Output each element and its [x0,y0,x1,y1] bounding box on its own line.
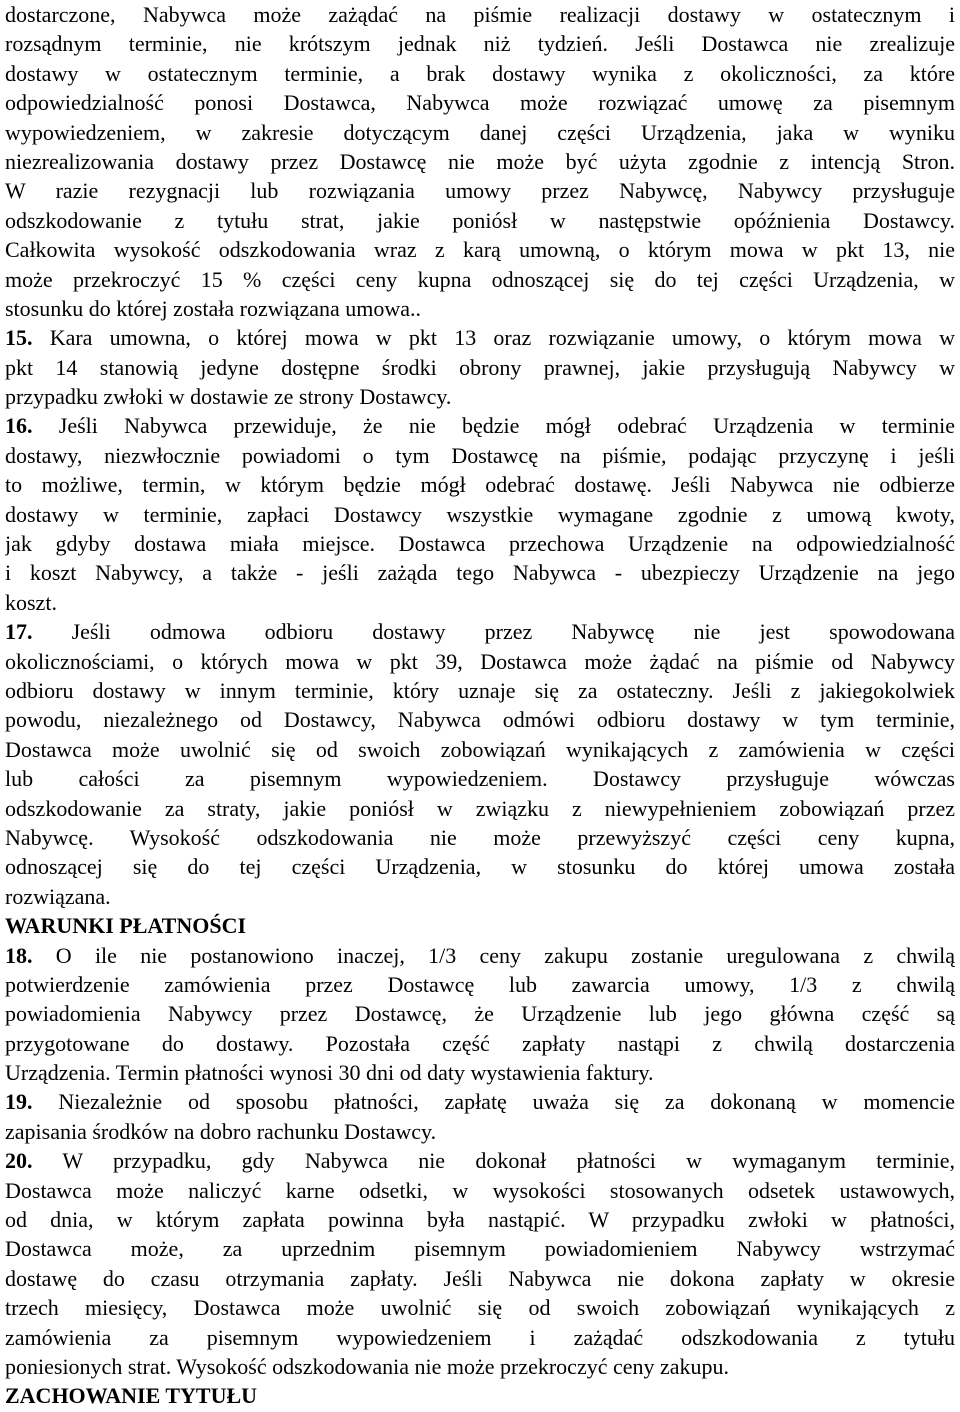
line-text: Jeśli Nabywca przewiduje, że nie będzie mógł odebrać Urządzenia w terminie [58,413,955,439]
line-text: odpowiedzialność ponosi Dostawca, Nabywca może rozwiązać umowę za pisemnym [5,90,955,116]
paragraph-number: 15. [5,325,33,351]
text-line [5,882,955,911]
line-text: Niezależnie od sposobu płatności, zapłatę uważa się za dokonaną w momencie [58,1089,955,1115]
line-text: dostawy, niezwłocznie powiadomi o tym Dostawcę na piśmie, podając przyczynę i jeśli [5,442,955,468]
numbered-paragraph [5,941,955,1088]
text-line [5,118,955,147]
line-text: zapisania środków na dobro rachunku Dostawcy. [5,1118,437,1144]
text-line [5,441,955,470]
numbered-paragraph [5,323,955,411]
text-line [5,206,955,235]
numbered-paragraph [5,617,955,911]
text-line [5,294,955,323]
numbered-paragraph [5,411,955,617]
text-line [5,705,955,734]
text-line [5,88,955,117]
document-page [5,0,955,1411]
text-line [5,147,955,176]
line-text: powodu, niezależnego od Dostawcy, Nabywca odmówi odbioru dostawy w tym terminie, [5,707,955,733]
line-text: Dostawca może, za uprzednim pisemnym powiadomieniem Nabywcy wstrzymać [5,1236,955,1262]
line-text: rozsądnym terminie, nie krótszym jednak niż tydzień. Jeśli Dostawca nie zrealizuje [5,31,955,57]
text-line [5,1352,955,1381]
line-text: Nabywcę. Wysokość odszkodowania nie może przewyższyć części ceny kupna, [5,824,955,850]
line-text: potwierdzenie zamówienia przez Dostawcę lub zawarcia umowy, 1/3 z chwilą [5,971,955,997]
text-line [5,1323,955,1352]
line-text: wypowiedzeniem, w zakresie dotyczącym danej części Urządzenia, jaka w wyniku [5,119,955,145]
continued-paragraph [5,0,955,323]
text-line [5,941,955,970]
line-text: Urządzenia. Termin płatności wynosi 30 dni od daty wystawienia faktury. [5,1060,654,1086]
line-text: to możliwe, termin, w którym będzie mógł odebrać dostawę. Jeśli Nabywca nie odbierze [5,472,955,498]
line-text: i koszt Nabywcy, a także - jeśli zażąda tego Nabywca - ubezpieczy Urządzenie na jego [5,560,955,586]
paragraph-number: 18. [5,942,33,968]
text-line [5,1234,955,1263]
paragraph-number: 17. [5,619,33,645]
text-line [5,558,955,587]
line-text: Dostawca może naliczyć karne odsetki, w wysokości stosowanych odsetek ustawowych, [5,1177,955,1203]
text-line [5,735,955,764]
line-text: niezrealizowania dostawy przez Dostawcę nie może być użyta zgodnie z intencją Stron. [5,148,955,174]
section-heading: ZACHOWANIE TYTUŁU [5,1383,258,1409]
line-text: Dostawca może uwolnić się od swoich zobowiązań wynikających z zamówienia w części [5,736,955,762]
text-line [5,588,955,617]
text-line [5,1264,955,1293]
text-line [5,0,955,29]
line-text: W przypadku, gdy Nabywca nie dokonał płatności w wymaganym terminie, [62,1148,955,1174]
text-line [5,1087,955,1116]
line-text: okolicznościami, o których mowa w pkt 39, Dostawca może żądać na piśmie od Nabywcy [5,648,955,674]
text-line [5,529,955,558]
text-line [5,764,955,793]
numbered-paragraph [5,1146,955,1381]
text-line [5,176,955,205]
line-text: dostarczone, Nabywca może zażądać na piśmie realizacji dostawy w ostatecznym i [5,2,955,27]
line-text: dostawę do czasu otrzymania zapłaty. Jeśli Nabywca nie dokona zapłaty w okresie [5,1265,955,1291]
line-text: W razie rezygnacji lub rozwiązania umowy przez Nabywcę, Nabywcy przysługuje [5,178,955,204]
text-line [5,1029,955,1058]
text-line [5,470,955,499]
line-text: pkt 14 stanowią jedyne dostępne środki obrony prawnej, jakie przysługują Nabywcy w [5,354,955,380]
line-text: O ile nie postanowiono inaczej, 1/3 ceny zakupu zostanie uregulowana z chwilą [55,942,955,968]
text-line [5,1176,955,1205]
line-text: poniesionych strat. Wysokość odszkodowania nie może przekroczyć ceny zakupu. [5,1353,730,1379]
text-line [5,852,955,881]
section-heading: WARUNKI PŁATNOŚCI [5,913,247,939]
text-line [5,676,955,705]
text-line [5,647,955,676]
line-text: Całkowita wysokość odszkodowania wraz z karą umowną, o którym mowa w pkt 13, nie [5,237,955,263]
text-line [5,411,955,440]
text-line [5,970,955,999]
numbered-paragraph [5,1087,955,1146]
line-text: Jeśli odmowa odbioru dostawy przez Nabywcę nie jest spowodowana [71,619,955,645]
line-text: stosunku do której została rozwiązana umowa.. [5,295,422,321]
paragraph-number: 19. [5,1089,33,1115]
text-line [5,999,955,1028]
line-text: odszkodowanie za straty, jakie poniósł w związku z niewypełnieniem zobowiązań przez [5,795,955,821]
text-line [5,1205,955,1234]
text-line [5,1146,955,1175]
text-line [5,823,955,852]
line-text: odnoszącej się do tej części Urządzenia, w stosunku do której umowa została [5,854,955,880]
text-line [5,353,955,382]
line-text: zamówienia za pisemnym wypowiedzeniem i zażądać odszkodowania z tytułu [5,1324,955,1350]
line-text: przypadku zwłoki w dostawie ze strony Dostawcy. [5,384,452,410]
paragraph-number: 20. [5,1148,33,1174]
line-text: Kara umowna, o której mowa w pkt 13 oraz rozwiązanie umowy, o którym mowa w [49,325,955,351]
line-text: trzech miesięcy, Dostawca może uwolnić się od swoich zobowiązań wynikających z [5,1295,955,1321]
line-text: od dnia, w którym zapłata powinna była nastąpić. W przypadku zwłoki w płatności, [5,1207,955,1233]
text-line [5,323,955,352]
text-line [5,1293,955,1322]
line-text: może przekroczyć 15 % części ceny kupna odnoszącej się do tej części Urządzenia, w [5,266,955,292]
text-line [5,500,955,529]
line-text: przygotowane do dostawy. Pozostała część zapłaty nastąpi z chwilą dostarczenia [5,1030,955,1056]
text-line [5,29,955,58]
paragraph-number: 16. [5,413,33,439]
text-line [5,265,955,294]
line-text: lub całości za pisemnym wypowiedzeniem. Dostawcy przysługuje wówczas [5,766,955,792]
text-line [5,382,955,411]
line-text: odbioru dostawy w innym terminie, który uznaje się za ostateczny. Jeśli z jakiegokolwiek [5,677,955,703]
line-text: dostawy w ostatecznym terminie, a brak dostawy wynika z okoliczności, za które [5,60,955,86]
text-line [5,235,955,264]
text-line [5,59,955,88]
line-text: odszkodowanie z tytułu strat, jakie poniósł w następstwie opóźnienia Dostawcy. [5,207,955,233]
text-line [5,1117,955,1146]
text-line [5,794,955,823]
text-line [5,1058,955,1087]
line-text: powiadomienia Nabywcy przez Dostawcę, że Urządzenie lub jego główna część są [5,1001,955,1027]
line-text: dostawy w terminie, zapłaci Dostawcy wszystkie wymagane zgodnie z umową kwoty, [5,501,955,527]
line-text: koszt. [5,589,57,615]
line-text: rozwiązana. [5,883,111,909]
text-line [5,617,955,646]
line-text: jak gdyby dostawa miała miejsce. Dostawca przechowa Urządzenie na odpowiedzialność [5,531,955,557]
